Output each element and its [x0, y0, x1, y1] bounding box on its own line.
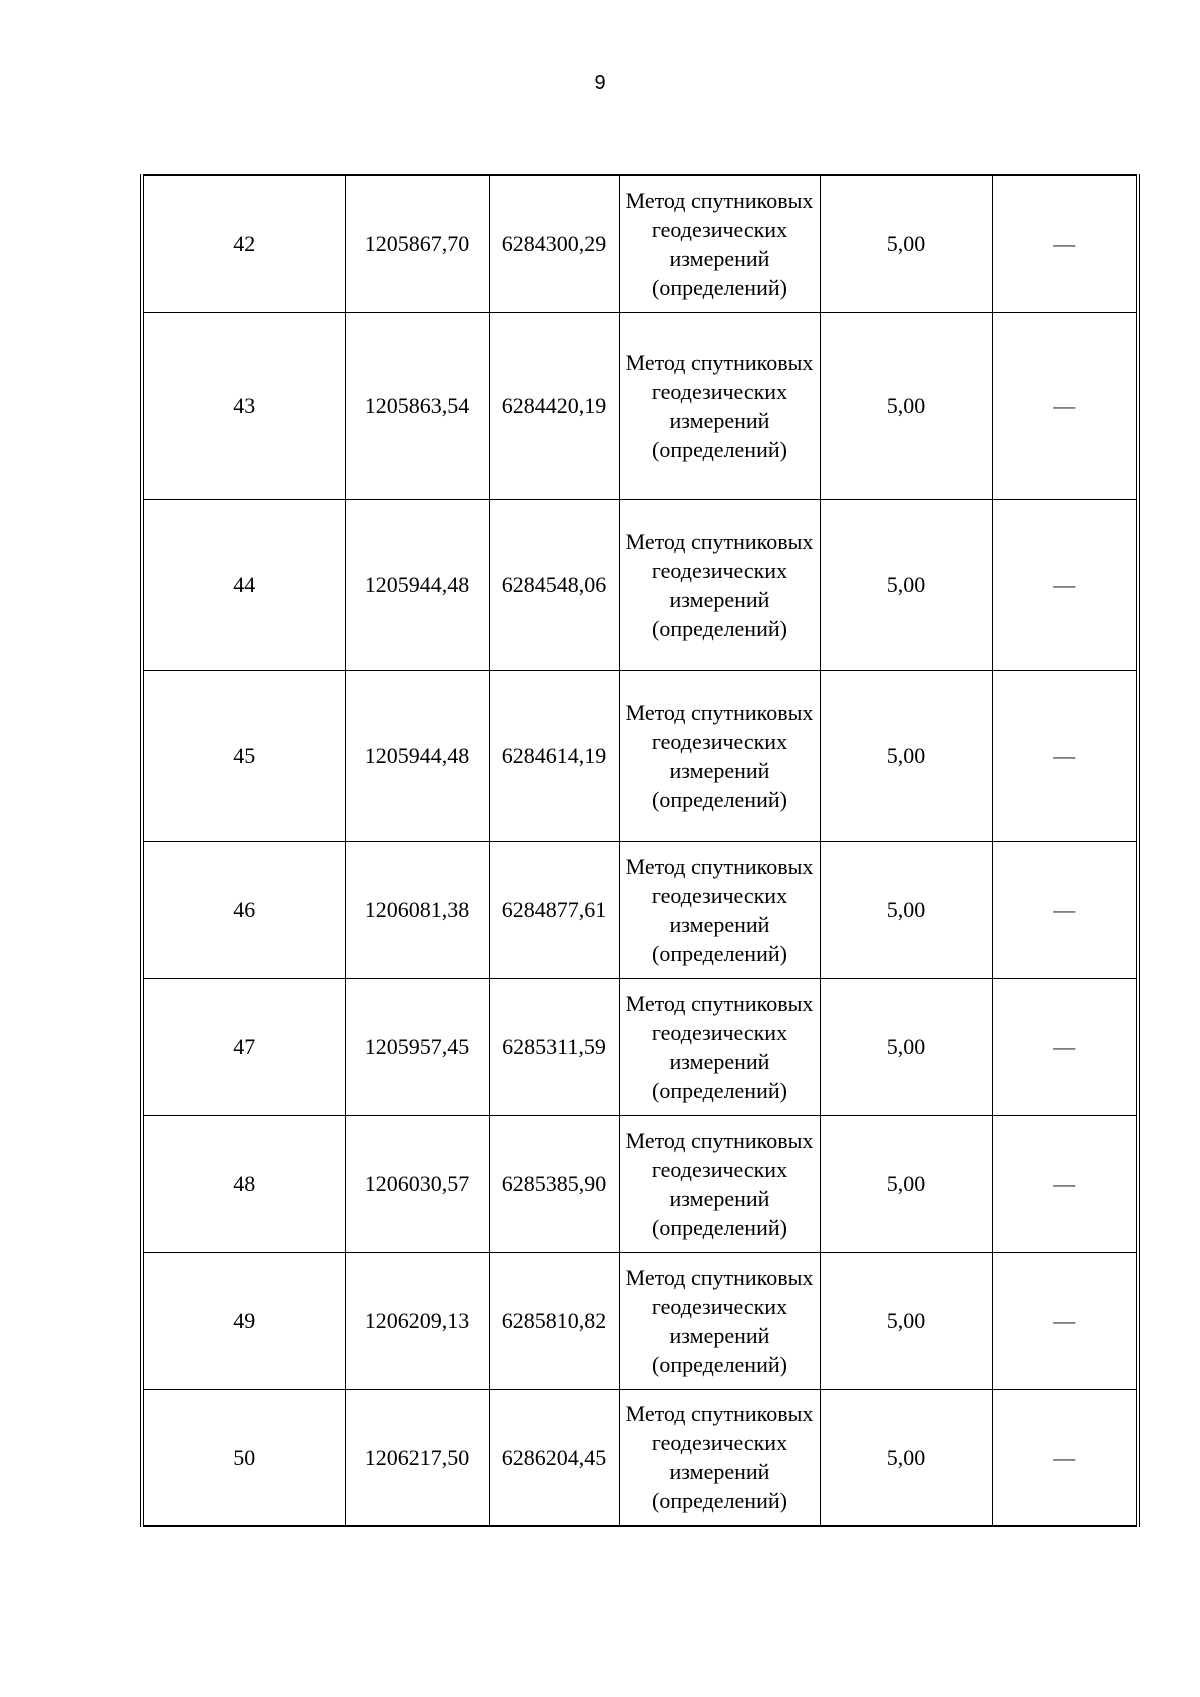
method-line: геодезических: [651, 882, 788, 908]
point-number-cell: 48: [142, 1115, 345, 1252]
method-cell: [619, 670, 820, 841]
method-line: геодезических: [651, 557, 788, 583]
y-coordinate-cell: 6284420,19: [489, 312, 619, 499]
method-line: измерений: [669, 245, 770, 271]
accuracy-cell: 5,00: [820, 978, 992, 1115]
table-row: [142, 499, 1138, 670]
method-line: измерений: [669, 757, 770, 783]
method-line: Метод спутниковых: [625, 1127, 814, 1153]
method-cell: [619, 499, 820, 670]
method-cell: [619, 1389, 820, 1526]
method-line: (определений): [652, 1077, 787, 1103]
accuracy-cell: 5,00: [820, 1389, 992, 1526]
method-line: Метод спутниковых: [625, 349, 814, 375]
page-number: 9: [594, 72, 606, 94]
x-coordinate-cell: 1206209,13: [345, 1252, 489, 1389]
accuracy-cell: 5,00: [820, 175, 992, 312]
point-number-cell: 43: [142, 312, 345, 499]
note-cell: —: [992, 312, 1138, 499]
method-line: (определений): [652, 1488, 787, 1514]
accuracy-cell: 5,00: [820, 1252, 992, 1389]
y-coordinate-cell: 6285311,59: [489, 978, 619, 1115]
accuracy-cell: 5,00: [820, 670, 992, 841]
note-cell: —: [992, 978, 1138, 1115]
table-row: [142, 670, 1138, 841]
method-cell: [619, 1115, 820, 1252]
method-line: (определений): [652, 1214, 787, 1240]
method-line: измерений: [669, 1185, 770, 1211]
x-coordinate-cell: 1205867,70: [345, 175, 489, 312]
method-line: Метод спутниковых: [625, 187, 814, 213]
table-row: [142, 978, 1138, 1115]
y-coordinate-cell: 6286204,45: [489, 1389, 619, 1526]
x-coordinate-cell: 1205863,54: [345, 312, 489, 499]
method-line: измерений: [669, 1459, 770, 1485]
method-line: измерений: [669, 407, 770, 433]
note-cell: —: [992, 1389, 1138, 1526]
x-coordinate-cell: 1205944,48: [345, 670, 489, 841]
method-line: геодезических: [651, 1293, 788, 1319]
accuracy-cell: 5,00: [820, 841, 992, 978]
note-cell: —: [992, 1252, 1138, 1389]
table-row: [142, 841, 1138, 978]
coordinates-table-wrapper: [140, 174, 1136, 1527]
method-cell: [619, 312, 820, 499]
note-cell: —: [992, 499, 1138, 670]
method-line: геодезических: [651, 1430, 788, 1456]
method-line: геодезических: [651, 378, 788, 404]
table-row: [142, 1252, 1138, 1389]
method-line: (определений): [652, 940, 787, 966]
method-cell: [619, 1252, 820, 1389]
method-line: (определений): [652, 274, 787, 300]
method-line: геодезических: [651, 1156, 788, 1182]
x-coordinate-cell: 1205957,45: [345, 978, 489, 1115]
method-line: измерений: [669, 1322, 770, 1348]
y-coordinate-cell: 6284548,06: [489, 499, 619, 670]
point-number-cell: 42: [142, 175, 345, 312]
y-coordinate-cell: 6285385,90: [489, 1115, 619, 1252]
method-line: измерений: [669, 586, 770, 612]
method-line: Метод спутниковых: [625, 1401, 814, 1427]
method-line: (определений): [652, 436, 787, 462]
method-line: Метод спутниковых: [625, 853, 814, 879]
y-coordinate-cell: 6285810,82: [489, 1252, 619, 1389]
y-coordinate-cell: 6284877,61: [489, 841, 619, 978]
coordinates-table: [140, 174, 1140, 1527]
table-row: [142, 312, 1138, 499]
point-number-cell: 50: [142, 1389, 345, 1526]
table-row: [142, 1115, 1138, 1252]
method-line: Метод спутниковых: [625, 699, 814, 725]
table-body: [142, 175, 1138, 1526]
method-line: (определений): [652, 786, 787, 812]
note-cell: —: [992, 670, 1138, 841]
method-line: измерений: [669, 911, 770, 937]
x-coordinate-cell: 1206030,57: [345, 1115, 489, 1252]
point-number-cell: 44: [142, 499, 345, 670]
method-line: измерений: [669, 1048, 770, 1074]
method-line: геодезических: [651, 216, 788, 242]
method-line: (определений): [652, 1351, 787, 1377]
y-coordinate-cell: 6284614,19: [489, 670, 619, 841]
accuracy-cell: 5,00: [820, 499, 992, 670]
x-coordinate-cell: 1206217,50: [345, 1389, 489, 1526]
method-cell: [619, 841, 820, 978]
table-row: [142, 1389, 1138, 1526]
point-number-cell: 46: [142, 841, 345, 978]
point-number-cell: 49: [142, 1252, 345, 1389]
method-line: геодезических: [651, 728, 788, 754]
method-cell: [619, 175, 820, 312]
method-line: Метод спутниковых: [625, 990, 814, 1016]
accuracy-cell: 5,00: [820, 312, 992, 499]
y-coordinate-cell: 6284300,29: [489, 175, 619, 312]
accuracy-cell: 5,00: [820, 1115, 992, 1252]
point-number-cell: 47: [142, 978, 345, 1115]
method-cell: [619, 978, 820, 1115]
note-cell: —: [992, 1115, 1138, 1252]
note-cell: —: [992, 841, 1138, 978]
table-row: [142, 175, 1138, 312]
method-line: Метод спутниковых: [625, 1264, 814, 1290]
x-coordinate-cell: 1205944,48: [345, 499, 489, 670]
method-line: Метод спутниковых: [625, 528, 814, 554]
method-line: (определений): [652, 615, 787, 641]
point-number-cell: 45: [142, 670, 345, 841]
note-cell: —: [992, 175, 1138, 312]
method-line: геодезических: [651, 1019, 788, 1045]
x-coordinate-cell: 1206081,38: [345, 841, 489, 978]
